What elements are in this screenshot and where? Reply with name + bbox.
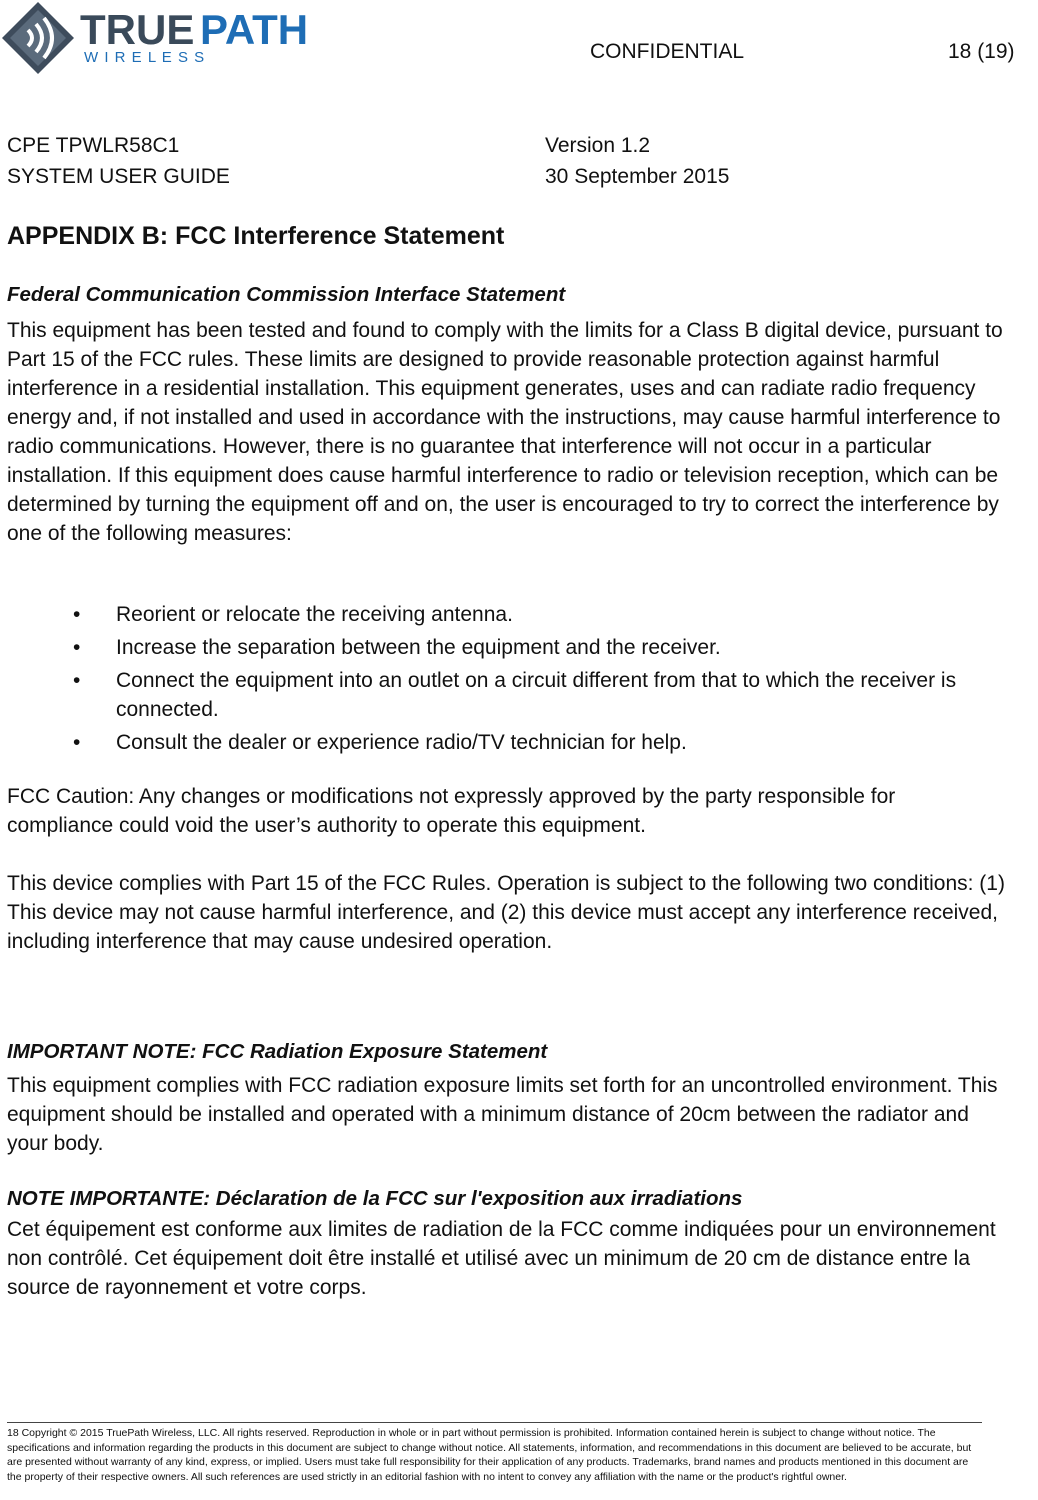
list-item: • Consult the dealer or experience radio/TV technician for help.: [73, 731, 687, 754]
french-paragraph: Cet équipement est conforme aux limites de radiation de la FCC comme indiquées pour un environnement non contrôlé. Cet équipement doit être installé et utilisé avec un minimum de 20 cm de distance entre la source de rayonnement et votre corps.: [7, 1218, 996, 1299]
section-heading-radiation: IMPORTANT NOTE: FCC Radiation Exposure Statement: [7, 1040, 548, 1063]
page-number: 18 (19): [948, 40, 1015, 63]
product-name: CPE TPWLR58C1: [7, 134, 180, 157]
doc-meta-right: [545, 130, 729, 192]
radiation-paragraph: This equipment complies with FCC radiation exposure limits set forth for an uncontrolled environment. This equipment should be installed and operated with a minimum distance of 20cm between the radiator and your body.: [7, 1074, 998, 1155]
doc-date: 30 September 2015: [545, 165, 730, 188]
footer-copyright: 18 Copyright © 2015 TruePath Wireless, LLC. All rights reserved. Reproduction in whole or in part without permission is prohibited. Information contained herein is subject to change without notice. The specifications and information regarding the products in this document are subject to change without notice. All statements, information, and recommendations in this document are believed to be accurate, but are presented without warranty of any kind, express, or implied. Users must take full responsibility for their application of any products. Trademarks, brand names and products mentioned in this document are the property of their respective owners. All such references are used strictly in an editorial fashion with no intent to convey any affiliation with the name or the product's rightful owner.: [7, 1427, 972, 1483]
measures-list: [73, 600, 993, 761]
section-heading-fcc: Federal Communication Commission Interface Statement: [7, 283, 566, 306]
fcc-caution: FCC Caution: Any changes or modifications not expressly approved by the party responsible for compliance could void the user’s authority to operate this equipment.: [7, 785, 896, 837]
section-heading-french: NOTE IMPORTANTE: Déclaration de la FCC sur l'exposition aux irradiations: [7, 1187, 743, 1210]
confidential-label: CONFIDENTIAL: [590, 40, 745, 63]
fcc-paragraph: This equipment has been tested and found to comply with the limits for a Class B digital device, pursuant to Part 15 of the FCC rules. These limits are designed to provide reasonable protection against harmful interference in a residential installation. This equipment generates, uses and can radiate radio frequency energy and, if not installed and used in accordance with the instructions, may cause harmful interference to radio communications. However, there is no guarantee that interference will not occur in a particular installation. If this equipment does cause harmful interference to radio or television reception, which can be determined by turning the equipment off and on, the user is encouraged to try to correct the interference by one of the following measures:: [7, 319, 1003, 545]
logo-text-path: PATH: [200, 6, 309, 53]
part15-compliance: This device complies with Part 15 of the FCC Rules. Operation is subject to the following two conditions: (1) This device may not cause harmful interference, and (2) this device must accept any interference received, including interference that may cause undesired operation.: [7, 872, 1005, 953]
list-item: • Increase the separation between the equipment and the receiver.: [73, 636, 721, 659]
logo-text-true: TRUE: [80, 6, 195, 53]
guide-title: SYSTEM USER GUIDE: [7, 165, 230, 188]
logo-graphic: [0, 0, 360, 80]
truepath-logo: [0, 0, 360, 80]
version: Version 1.2: [545, 134, 651, 157]
appendix-title: APPENDIX B: FCC Interference Statement: [7, 222, 505, 250]
footer-divider: [7, 1422, 982, 1423]
list-item: • Connect the equipment into an outlet on a circuit different from that to which the receiver is connected.: [73, 669, 957, 721]
logo-text-wireless: W I R E L E S S: [84, 49, 206, 66]
list-item: • Reorient or relocate the receiving antenna.: [73, 603, 513, 626]
doc-meta-left: [7, 130, 230, 192]
